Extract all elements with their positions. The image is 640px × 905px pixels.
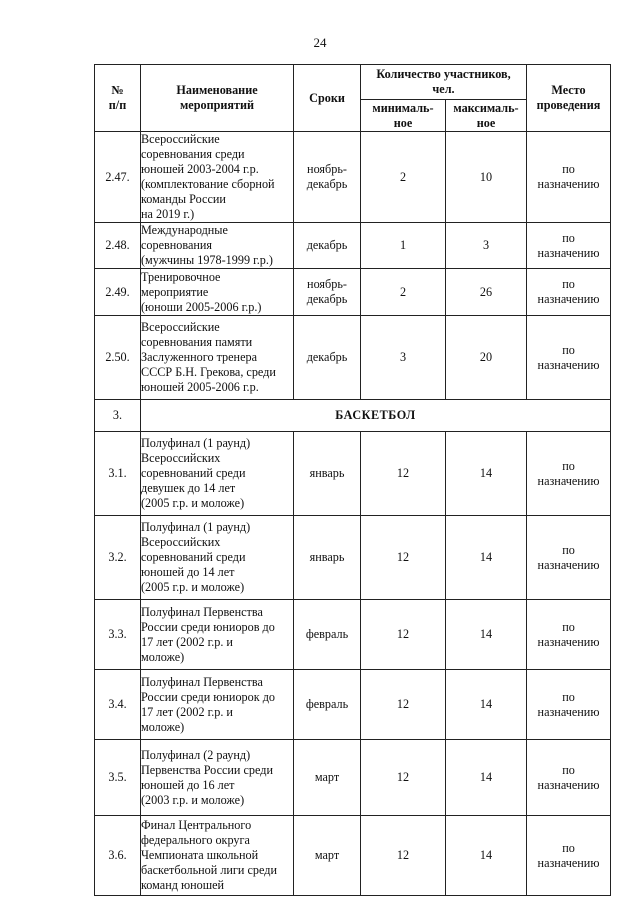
table-row <box>95 816 611 896</box>
row-place: по назначению <box>527 600 611 670</box>
row-max: 14 <box>446 740 527 816</box>
section-num: 3. <box>95 400 141 432</box>
row-term: январь <box>294 516 361 600</box>
table-row <box>95 740 611 816</box>
row-min: 12 <box>361 740 446 816</box>
header-term: Сроки <box>294 65 361 132</box>
row-place: по назначению <box>527 740 611 816</box>
row-max: 14 <box>446 516 527 600</box>
row-place: по назначению <box>527 816 611 896</box>
header-max: максималь- ное <box>446 100 527 132</box>
row-place: по назначению <box>527 132 611 223</box>
row-name: Полуфинал (1 раунд) Всероссийских соревнований среди девушек до 14 лет (2005 г.р. и моложе) <box>141 432 294 516</box>
row-term: декабрь <box>294 316 361 400</box>
table-row <box>95 223 611 269</box>
row-term: ноябрь- декабрь <box>294 269 361 316</box>
row-name: Полуфинал Первенства России среди юниорок до 17 лет (2002 г.р. и моложе) <box>141 670 294 740</box>
row-place: по назначению <box>527 223 611 269</box>
row-num: 2.47. <box>95 132 141 223</box>
section-row <box>95 400 611 432</box>
row-min: 2 <box>361 132 446 223</box>
table-row <box>95 132 611 223</box>
row-num: 3.4. <box>95 670 141 740</box>
events-table <box>94 64 611 896</box>
row-num: 2.50. <box>95 316 141 400</box>
row-term: февраль <box>294 670 361 740</box>
row-num: 3.5. <box>95 740 141 816</box>
row-place: по назначению <box>527 670 611 740</box>
row-num: 3.1. <box>95 432 141 516</box>
row-name: Всероссийские соревнования среди юношей 2003-2004 г.р. (комплектование сборной команды России на 2019 г.) <box>141 132 294 223</box>
header-row <box>95 65 611 100</box>
page-number: 24 <box>313 35 327 50</box>
row-max: 3 <box>446 223 527 269</box>
row-name: Полуфинал Первенства России среди юниоров до 17 лет (2002 г.р. и моложе) <box>141 600 294 670</box>
row-num: 2.48. <box>95 223 141 269</box>
row-min: 12 <box>361 600 446 670</box>
row-name: Всероссийские соревнования памяти Заслуженного тренера СССР Б.Н. Грекова, среди юношей 2005-2006 г.р. <box>141 316 294 400</box>
row-name: Полуфинал (2 раунд) Первенства России среди юношей до 16 лет (2003 г.р. и моложе) <box>141 740 294 816</box>
row-max: 10 <box>446 132 527 223</box>
row-min: 12 <box>361 670 446 740</box>
row-min: 3 <box>361 316 446 400</box>
row-name: Полуфинал (1 раунд) Всероссийских соревнований среди юношей до 14 лет (2005 г.р. и моложе) <box>141 516 294 600</box>
row-min: 12 <box>361 516 446 600</box>
row-term: ноябрь- декабрь <box>294 132 361 223</box>
table-row <box>95 316 611 400</box>
row-num: 3.3. <box>95 600 141 670</box>
row-term: январь <box>294 432 361 516</box>
row-max: 14 <box>446 816 527 896</box>
table-row <box>95 600 611 670</box>
header-participants: Количество участников, чел. <box>361 65 527 100</box>
header-place: Место проведения <box>527 65 611 132</box>
row-min: 12 <box>361 432 446 516</box>
section-title: БАСКЕТБОЛ <box>141 400 611 432</box>
row-num: 2.49. <box>95 269 141 316</box>
row-max: 14 <box>446 600 527 670</box>
row-max: 20 <box>446 316 527 400</box>
row-place: по назначению <box>527 316 611 400</box>
row-place: по назначению <box>527 432 611 516</box>
row-name: Международные соревнования (мужчины 1978-1999 г.р.) <box>141 223 294 269</box>
row-term: февраль <box>294 600 361 670</box>
row-place: по назначению <box>527 516 611 600</box>
row-max: 14 <box>446 670 527 740</box>
table-row <box>95 432 611 516</box>
row-min: 2 <box>361 269 446 316</box>
header-min: минималь- ное <box>361 100 446 132</box>
row-term: март <box>294 816 361 896</box>
row-num: 3.6. <box>95 816 141 896</box>
row-term: декабрь <box>294 223 361 269</box>
row-max: 14 <box>446 432 527 516</box>
row-name: Финал Центрального федерального округа Чемпионата школьной баскетбольной лиги среди команд юношей <box>141 816 294 896</box>
row-min: 1 <box>361 223 446 269</box>
header-name: Наименование мероприятий <box>141 65 294 132</box>
row-num: 3.2. <box>95 516 141 600</box>
table-row <box>95 516 611 600</box>
table-row <box>95 670 611 740</box>
header-num: № п/п <box>95 65 141 132</box>
row-place: по назначению <box>527 269 611 316</box>
row-term: март <box>294 740 361 816</box>
row-max: 26 <box>446 269 527 316</box>
table-row <box>95 269 611 316</box>
row-name: Тренировочное мероприятие (юноши 2005-2006 г.р.) <box>141 269 294 316</box>
row-min: 12 <box>361 816 446 896</box>
